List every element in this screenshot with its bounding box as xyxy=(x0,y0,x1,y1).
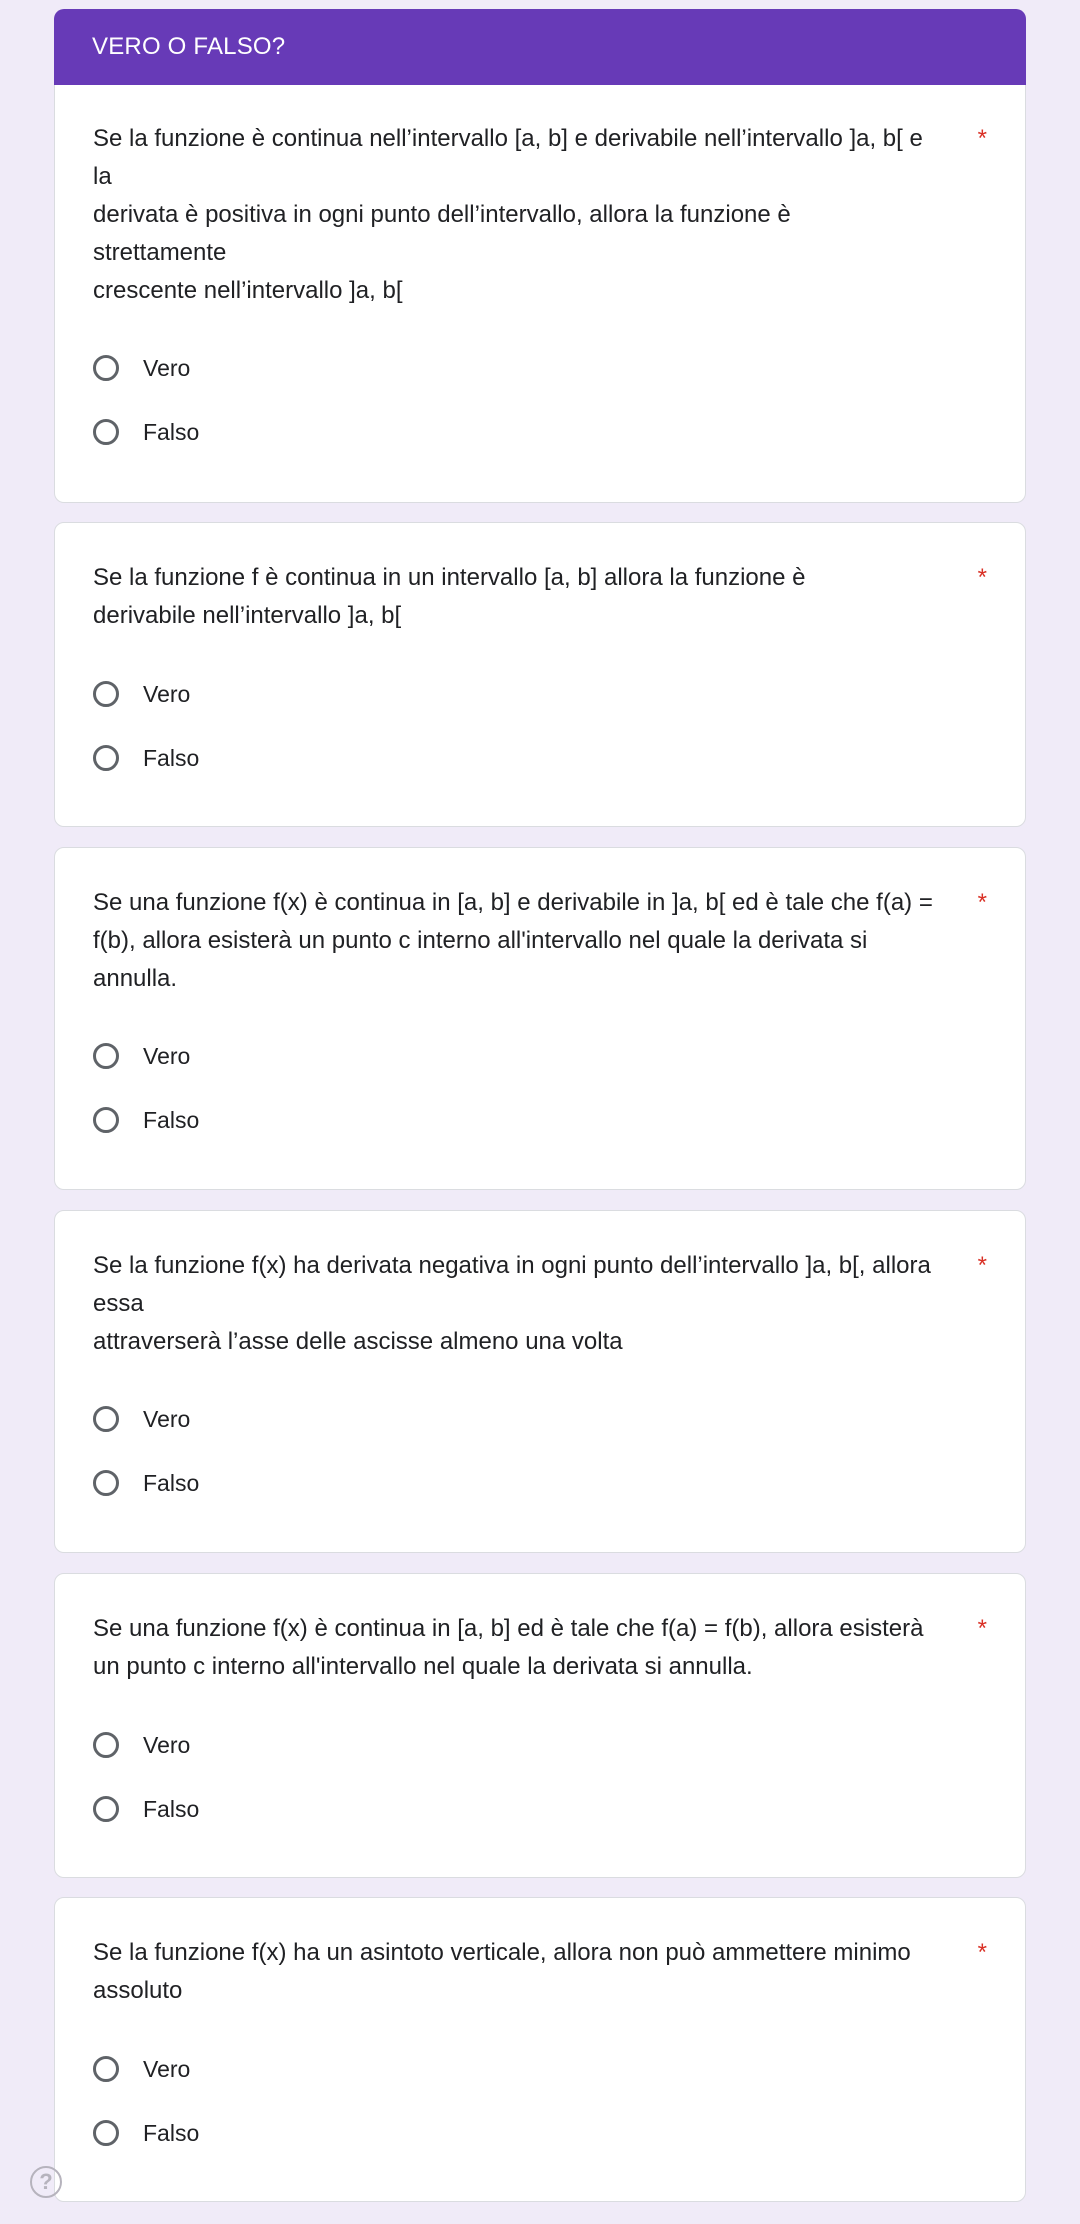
required-asterisk: * xyxy=(977,564,987,591)
question-text: Se una funzione f(x) è continua in [a, b] ed è tale che f(a) = f(b), allora esisterà un punto c interno all'intervallo nel quale la derivata si annulla. xyxy=(93,1615,924,1680)
question-text: Se una funzione f(x) è continua in [a, b] e derivabile in ]a, b[ ed è tale che f(a) = f(b), allora esisterà un punto c interno all'intervallo nel quale la derivata si annulla. xyxy=(93,889,933,992)
radio-button[interactable] xyxy=(93,681,119,707)
radio-button[interactable] xyxy=(93,419,119,445)
question-card-2 xyxy=(54,522,1026,827)
option-vero[interactable] xyxy=(93,1038,190,1074)
required-asterisk: * xyxy=(977,1615,987,1642)
option-label: Vero xyxy=(143,354,191,381)
required-asterisk: * xyxy=(977,125,987,152)
option-vero[interactable] xyxy=(93,1727,190,1763)
help-icon[interactable]: ? xyxy=(30,2166,62,2198)
option-falso[interactable] xyxy=(93,740,199,776)
option-falso[interactable] xyxy=(93,1102,199,1138)
option-label: Falso xyxy=(143,1795,200,1822)
option-label: Vero xyxy=(143,1405,191,1432)
required-asterisk: * xyxy=(977,1939,987,1966)
question-text: Se la funzione f(x) ha un asintoto verticale, allora non può ammettere minimo assoluto xyxy=(93,1939,911,2004)
question-text: Se la funzione f è continua in un intervallo [a, b] allora la funzione è derivabile nell’intervallo ]a, b[ xyxy=(93,564,806,629)
option-falso[interactable] xyxy=(93,1465,199,1501)
question-card-5 xyxy=(54,1573,1026,1878)
option-label: Falso xyxy=(143,1106,200,1133)
section-header xyxy=(54,9,1026,85)
option-label: Falso xyxy=(143,418,200,445)
option-label: Falso xyxy=(143,744,200,771)
radio-button[interactable] xyxy=(93,1043,119,1069)
required-asterisk: * xyxy=(977,1252,987,1279)
question-text: Se la funzione f(x) ha derivata negativa in ogni punto dell’intervallo ]a, b[, allora essa attraverserà l’asse delle ascisse almeno una volta xyxy=(93,1252,931,1355)
section-title: VERO O FALSO? xyxy=(92,33,286,60)
option-vero[interactable] xyxy=(93,2051,190,2087)
radio-button[interactable] xyxy=(93,2120,119,2146)
option-falso[interactable] xyxy=(93,1791,199,1827)
radio-button[interactable] xyxy=(93,1796,119,1822)
option-label: Vero xyxy=(143,1042,191,1069)
radio-button[interactable] xyxy=(93,1732,119,1758)
question-card-6 xyxy=(54,1897,1026,2202)
question-card-1 xyxy=(54,85,1026,503)
radio-button[interactable] xyxy=(93,1470,119,1496)
option-vero[interactable] xyxy=(93,676,190,712)
radio-button[interactable] xyxy=(93,1107,119,1133)
required-asterisk: * xyxy=(977,889,987,916)
radio-button[interactable] xyxy=(93,1406,119,1432)
option-vero[interactable] xyxy=(93,350,190,386)
option-label: Vero xyxy=(143,2055,191,2082)
radio-button[interactable] xyxy=(93,745,119,771)
question-text: Se la funzione è continua nell’intervallo [a, b] e derivabile nell’intervallo ]a, b[ e la derivata è positiva in ogni punto dell’intervallo, allora la funzione è strettamente crescente nell’intervallo ]a, b[ xyxy=(93,125,923,304)
option-label: Vero xyxy=(143,1731,191,1758)
question-card-3 xyxy=(54,847,1026,1190)
radio-button[interactable] xyxy=(93,2056,119,2082)
radio-button[interactable] xyxy=(93,355,119,381)
question-card-4 xyxy=(54,1210,1026,1553)
option-label: Falso xyxy=(143,2119,200,2146)
option-vero[interactable] xyxy=(93,1401,190,1437)
option-falso[interactable] xyxy=(93,414,199,450)
option-label: Falso xyxy=(143,1469,200,1496)
option-label: Vero xyxy=(143,680,191,707)
option-falso[interactable] xyxy=(93,2115,199,2151)
